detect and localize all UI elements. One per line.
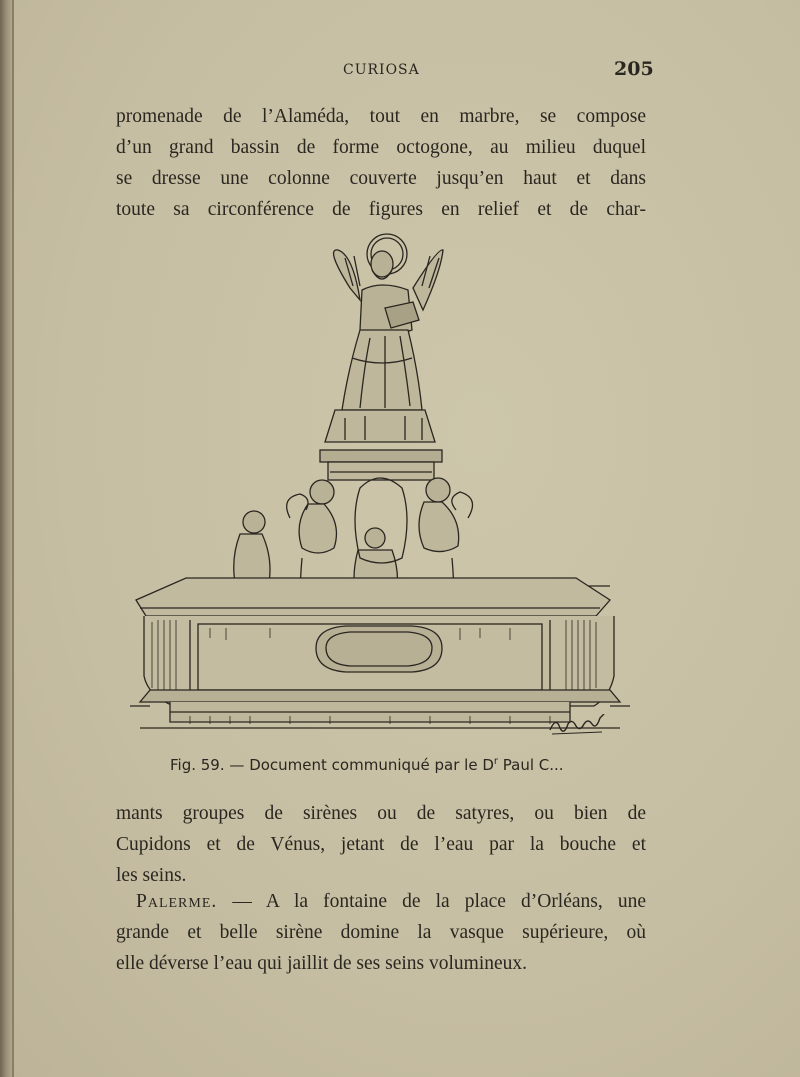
text-line: promenade de l’Alaméda, tout en marbre, se compose	[116, 106, 646, 127]
running-head: CURIOSA	[343, 62, 420, 78]
caption-text-after: Paul C...	[498, 756, 564, 774]
caption-superscript: r	[493, 756, 499, 767]
text-line	[116, 886, 646, 917]
fountain-illustration	[130, 228, 630, 738]
text-line: grande et belle sirène domine la vasque supérieure, où	[116, 922, 646, 943]
text-line: les seins.	[116, 865, 187, 886]
text-line-rest: — A la fontaine de la place d’Orléans, une	[217, 891, 646, 912]
text-line: se dresse une colonne couverte jusqu’en haut et dans	[116, 168, 646, 189]
paragraph-2	[116, 798, 646, 891]
text-line: toute sa circonférence de figures en relief et de char-	[116, 199, 646, 220]
caption-dash: —	[229, 756, 245, 774]
text-line: elle déverse l’eau qui jaillit de ses seins volumineux.	[116, 953, 528, 974]
caption-text: Document communiqué par le D	[249, 756, 494, 774]
section-heading-palerme: Palerme.	[136, 891, 218, 912]
text-line: d’un grand bassin de forme octogone, au milieu duquel	[116, 137, 646, 158]
figure-label: Fig. 59.	[170, 756, 225, 774]
paragraph-3	[116, 886, 646, 979]
page-number: 205	[614, 58, 654, 80]
artist-signature	[548, 714, 608, 738]
paragraph-1	[116, 101, 646, 225]
text-line: Cupidons et de Vénus, jetant de l’eau par la bouche et	[116, 834, 646, 855]
spine-edge	[12, 0, 14, 1077]
figure-caption	[170, 756, 564, 774]
text-line: mants groupes de sirènes ou de satyres, ou bien de	[116, 803, 646, 824]
